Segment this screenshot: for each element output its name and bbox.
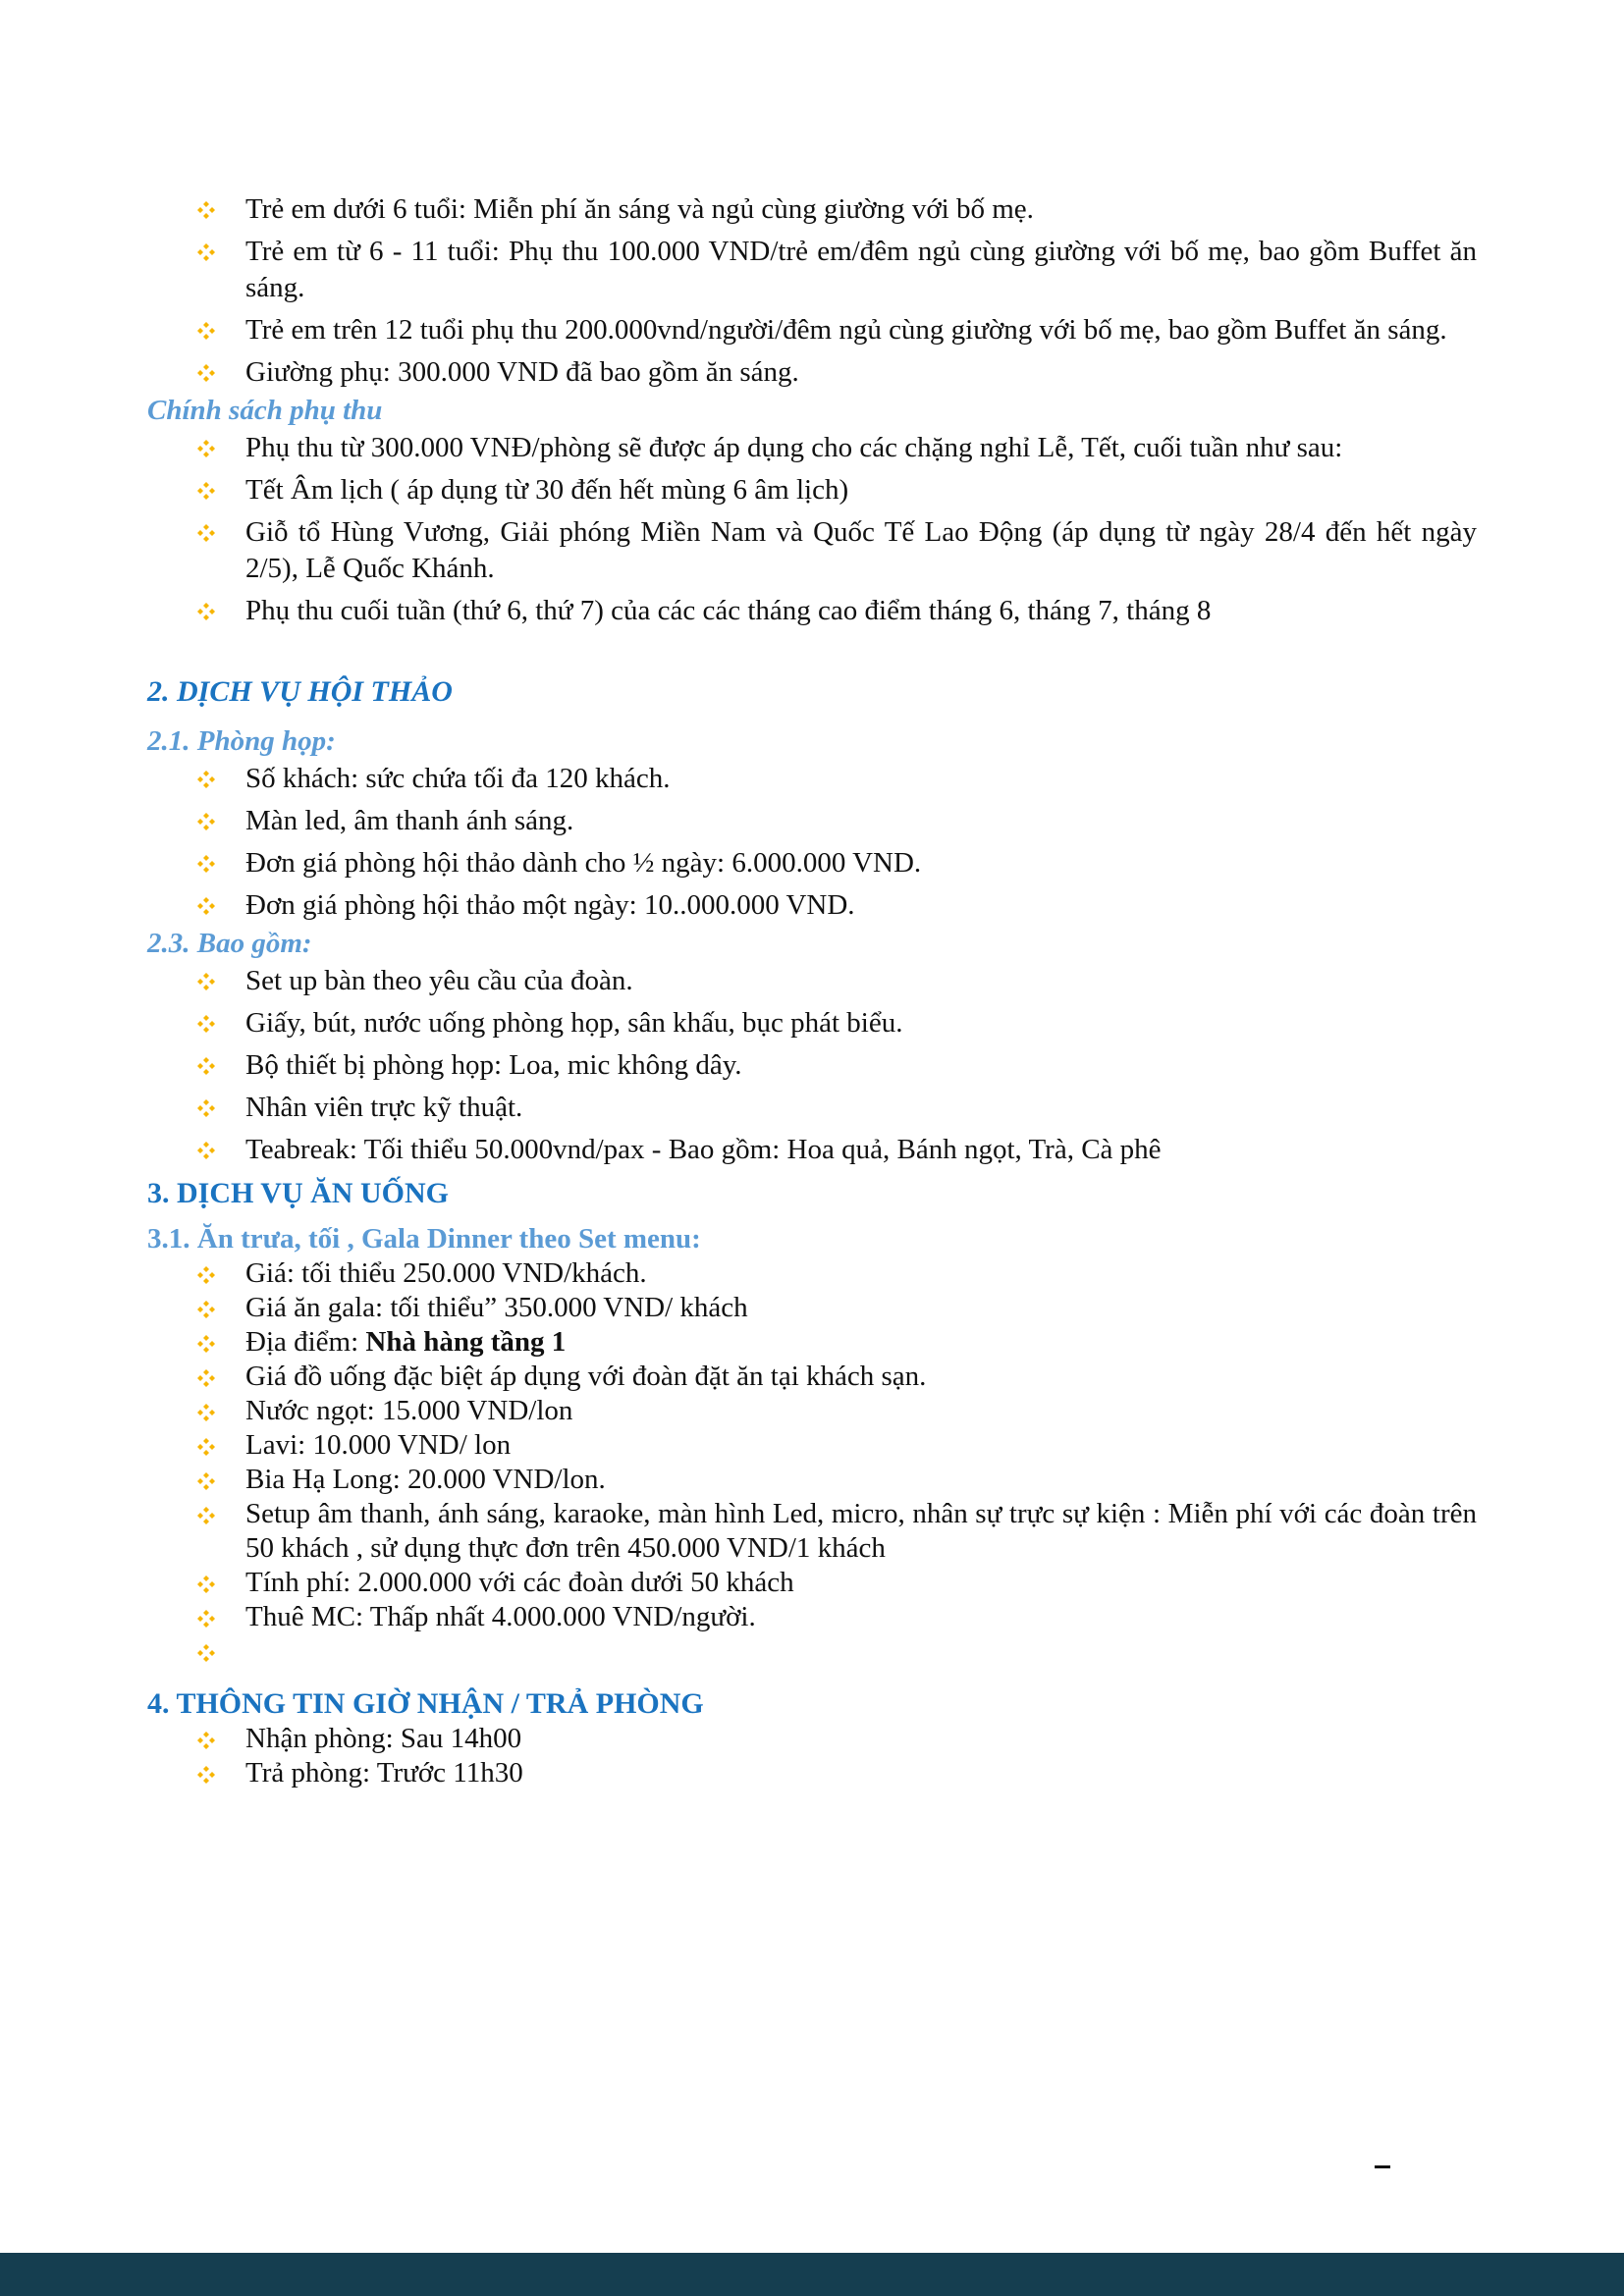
list-item: Bia Hạ Long: 20.000 VND/lon. [147, 1463, 1477, 1497]
diamond-bullet-icon [196, 242, 216, 262]
list-item: Trẻ em dưới 6 tuổi: Miễn phí ăn sáng và ngủ cùng giường với bố mẹ. [147, 191, 1477, 228]
includes-list [147, 963, 1477, 1168]
section-3-heading: 3. DỊCH VỤ ĂN UỐNG [147, 1177, 449, 1209]
document-page [147, 187, 1477, 1790]
list-item: Trẻ em từ 6 - 11 tuổi: Phụ thu 100.000 VND/trẻ em/đêm ngủ cùng giường với bố mẹ, bao gồm Buffet ăn sáng. [147, 234, 1477, 306]
section-2-heading: 2. DỊCH VỤ HỘI THẢO [147, 675, 453, 708]
diamond-bullet-icon [196, 1506, 216, 1525]
list-item: Đơn giá phòng hội thảo một ngày: 10..000.000 VND. [147, 887, 1477, 924]
list-item: Trả phòng: Trước 11h30 [147, 1756, 1477, 1790]
diamond-bullet-icon [196, 1014, 216, 1034]
diamond-bullet-icon [196, 1368, 216, 1388]
diamond-bullet-icon [196, 1098, 216, 1118]
diamond-bullet-icon [196, 1765, 216, 1785]
list-item: Bộ thiết bị phòng họp: Loa, mic không dây. [147, 1047, 1477, 1084]
page-number-dash [1375, 2165, 1390, 2168]
diamond-bullet-icon [196, 854, 216, 874]
list-item: Giấy, bút, nước uống phòng họp, sân khấu, bục phát biểu. [147, 1005, 1477, 1041]
diamond-bullet-icon [196, 200, 216, 220]
list-item: Phụ thu cuối tuần (thứ 6, thứ 7) của các các tháng cao điểm tháng 6, tháng 7, tháng 8 [147, 593, 1477, 629]
empty-list-item [147, 1634, 1477, 1669]
list-item: Số khách: sức chứa tối đa 120 khách. [147, 761, 1477, 797]
list-item: Tết Âm lịch ( áp dụng từ 30 đến hết mùng 6 âm lịch) [147, 472, 1477, 508]
list-item: Nhận phòng: Sau 14h00 [147, 1722, 1477, 1756]
list-item: Nước ngọt: 15.000 VND/lon [147, 1394, 1477, 1428]
diamond-bullet-icon [196, 1300, 216, 1319]
list-item: Tính phí: 2.000.000 với các đoàn dưới 50 khách [147, 1566, 1477, 1600]
list-item: Nhân viên trực kỹ thuật. [147, 1090, 1477, 1126]
section-4-heading: 4. THÔNG TIN GIỜ NHẬN / TRẢ PHÒNG [147, 1687, 704, 1720]
diamond-bullet-icon [196, 1056, 216, 1076]
meeting-room-heading: 2.1. Phòng họp: [147, 725, 336, 757]
diamond-bullet-icon [196, 1437, 216, 1457]
list-item: Giá ăn gala: tối thiểu” 350.000 VND/ khách [147, 1291, 1477, 1325]
list-item: Setup âm thanh, ánh sáng, karaoke, màn hình Led, micro, nhân sự trực sự kiện : Miễn phí với các đoàn trên 50 khách , sử dụng thực đơn trên 450.000 VND/1 khách [147, 1497, 1477, 1566]
diamond-bullet-icon [196, 1334, 216, 1354]
list-item: Lavi: 10.000 VND/ lon [147, 1428, 1477, 1463]
diamond-bullet-icon [196, 439, 216, 458]
set-menu-heading: 3.1. Ăn trưa, tối , Gala Dinner theo Set menu: [147, 1223, 701, 1255]
diamond-bullet-icon [196, 523, 216, 543]
diamond-bullet-icon [196, 1403, 216, 1422]
diamond-bullet-icon [196, 1265, 216, 1285]
list-item: Giỗ tổ Hùng Vương, Giải phóng Miền Nam và Quốc Tế Lao Động (áp dụng từ ngày 28/4 đến hết ngày 2/5), Lễ Quốc Khánh. [147, 514, 1477, 587]
checkin-list [147, 1722, 1477, 1790]
list-item: Trẻ em trên 12 tuổi phụ thu 200.000vnd/người/đêm ngủ cùng giường với bố mẹ, bao gồm Buffet ăn sáng. [147, 312, 1477, 348]
diamond-bullet-icon [196, 812, 216, 831]
dining-list [147, 1256, 1477, 1669]
diamond-bullet-icon [196, 1575, 216, 1594]
diamond-bullet-icon [196, 1643, 216, 1663]
diamond-bullet-icon [196, 321, 216, 341]
diamond-bullet-icon [196, 972, 216, 991]
surcharge-list [147, 430, 1477, 629]
children-policy-list [147, 191, 1477, 391]
list-item: Teabreak: Tối thiểu 50.000vnd/pax - Bao gồm: Hoa quả, Bánh ngọt, Trà, Cà phê [147, 1132, 1477, 1168]
surcharge-heading: Chính sách phụ thu [147, 395, 383, 426]
diamond-bullet-icon [196, 1471, 216, 1491]
list-item: Đơn giá phòng hội thảo dành cho ½ ngày: 6.000.000 VND. [147, 845, 1477, 881]
footer-bar [0, 2253, 1624, 2296]
diamond-bullet-icon [196, 363, 216, 383]
includes-heading: 2.3. Bao gồm: [147, 928, 312, 959]
list-item: Giá đồ uống đặc biệt áp dụng với đoàn đặt ăn tại khách sạn. [147, 1360, 1477, 1394]
list-item: Set up bàn theo yêu cầu của đoàn. [147, 963, 1477, 999]
diamond-bullet-icon [196, 481, 216, 501]
list-item: Thuê MC: Thấp nhất 4.000.000 VND/người. [147, 1600, 1477, 1634]
list-item: Địa điểm: Nhà hàng tầng 1 [147, 1325, 1477, 1360]
list-item: Màn led, âm thanh ánh sáng. [147, 803, 1477, 839]
diamond-bullet-icon [196, 1731, 216, 1750]
location-value: Nhà hàng tầng 1 [365, 1326, 567, 1358]
list-item: Giường phụ: 300.000 VND đã bao gồm ăn sáng. [147, 354, 1477, 391]
diamond-bullet-icon [196, 770, 216, 789]
meeting-room-list [147, 761, 1477, 924]
list-item: Phụ thu từ 300.000 VNĐ/phòng sẽ được áp dụng cho các chặng nghỉ Lễ, Tết, cuối tuần như sau: [147, 430, 1477, 466]
list-item: Giá: tối thiểu 250.000 VND/khách. [147, 1256, 1477, 1291]
diamond-bullet-icon [196, 896, 216, 916]
diamond-bullet-icon [196, 1141, 216, 1160]
diamond-bullet-icon [196, 1609, 216, 1629]
diamond-bullet-icon [196, 602, 216, 621]
